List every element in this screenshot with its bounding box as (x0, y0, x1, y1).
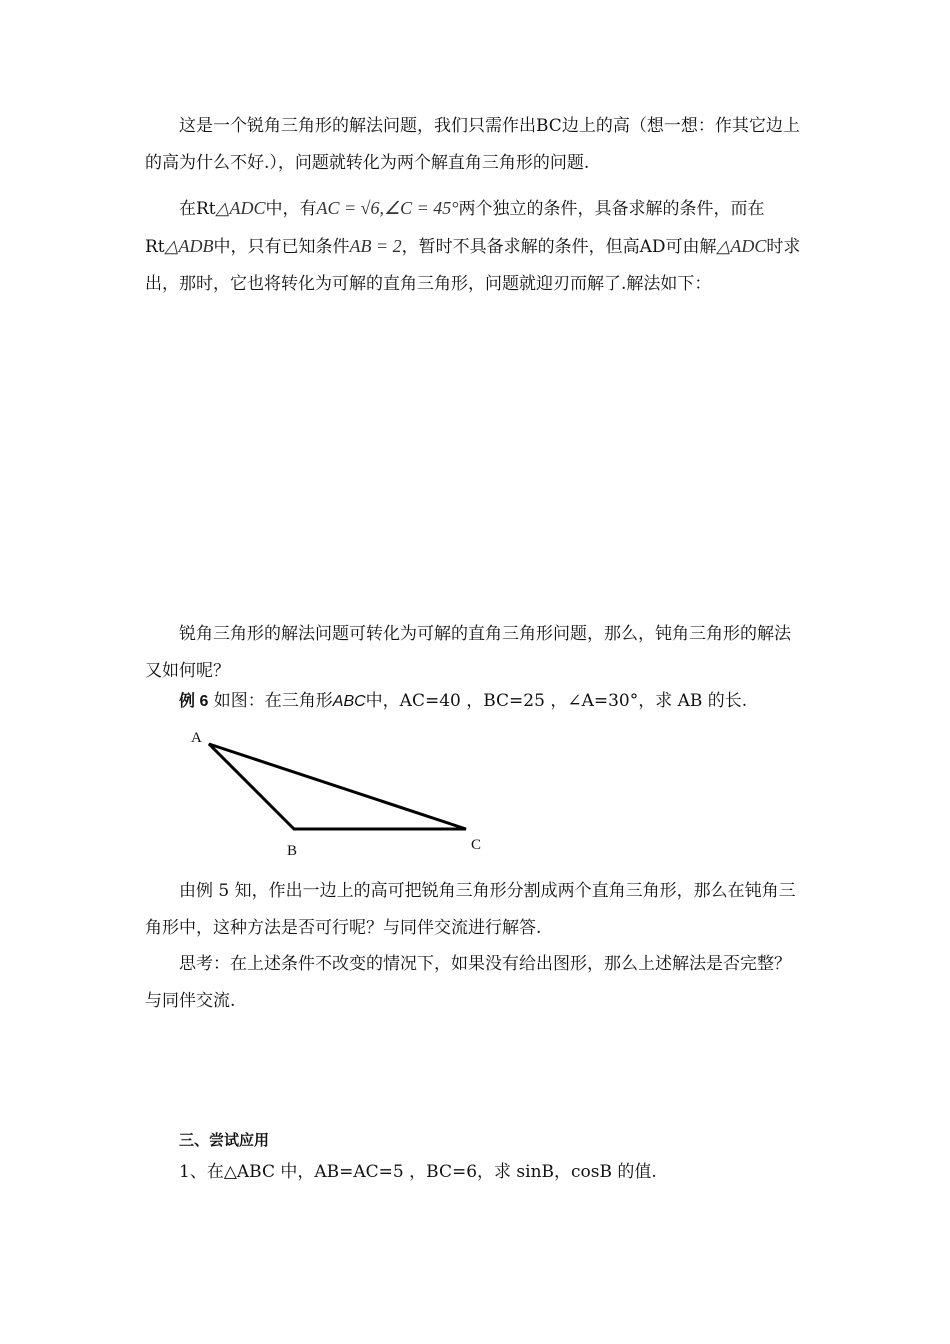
example-6 (145, 683, 805, 720)
math-ac-angle-c: AC = √6,∠C = 45° (316, 198, 459, 218)
paragraph-example5-method: 由例 5 知，作出一边上的高可把锐角三角形分割成两个直角三角形，那么在钝角三角形中，这种方法是否可行呢？与同伴交流进行解答. (145, 881, 796, 938)
paragraph-solution-reasoning (145, 190, 805, 303)
math-ab-equals-2: AB = 2 (349, 236, 402, 256)
math-triangle-adc: △ADC (215, 198, 266, 218)
text-segment: 时求出，那时，它也将转化为可解的直角三角形，问题就迎刃而解了.解法如下： (145, 237, 801, 294)
text-segment: 在Rt (179, 199, 216, 219)
paragraph-obtuse-question: 锐角三角形的解法问题可转化为可解的直角三角形问题，那么，钝角三角形的解法又如何呢？ (145, 624, 791, 681)
vertex-label-b: B (287, 843, 298, 859)
section-heading-try-apply: 三、尝试应用 (179, 1131, 270, 1149)
example-abc: ABC (332, 693, 366, 710)
example-label: 例 6 (179, 693, 209, 710)
text-segment: 中，只有已知条件 (213, 237, 350, 257)
example-text: 如图：在三角形 (208, 691, 333, 711)
vertex-label-c: C (471, 837, 482, 853)
text-segment: 两个独立的条件，具备求解的条件，而在Rt (145, 199, 765, 257)
math-triangle-adc-2: △ADC (716, 236, 767, 256)
paragraph-acute-intro: 这是一个锐角三角形的解法问题，我们只需作出BC边上的高（想一想：作其它边上的高为什么不好.），问题就转化为两个解直角三角形的问题. (145, 116, 800, 173)
text-segment: ，暂时不具备求解的条件，但高AD可由解 (401, 237, 717, 257)
math-triangle-adb: △ADB (164, 236, 214, 256)
triangle-abc (209, 744, 466, 829)
triangle-figure (180, 722, 500, 862)
paragraph-think: 思考：在上述条件不改变的情况下，如果没有给出图形，那么上述解法是否完整？与同伴交流. (145, 954, 791, 1011)
text-segment: 中，有 (265, 199, 317, 219)
example-text-2: 中，AC=40 ，BC=25 ，∠A=30°，求 AB 的长. (365, 691, 748, 711)
vertex-label-a: A (191, 730, 202, 746)
exercise-1: 1、在△ABC 中，AB=AC=5 ，BC=6，求 sinB，cosB 的值. (179, 1162, 657, 1182)
